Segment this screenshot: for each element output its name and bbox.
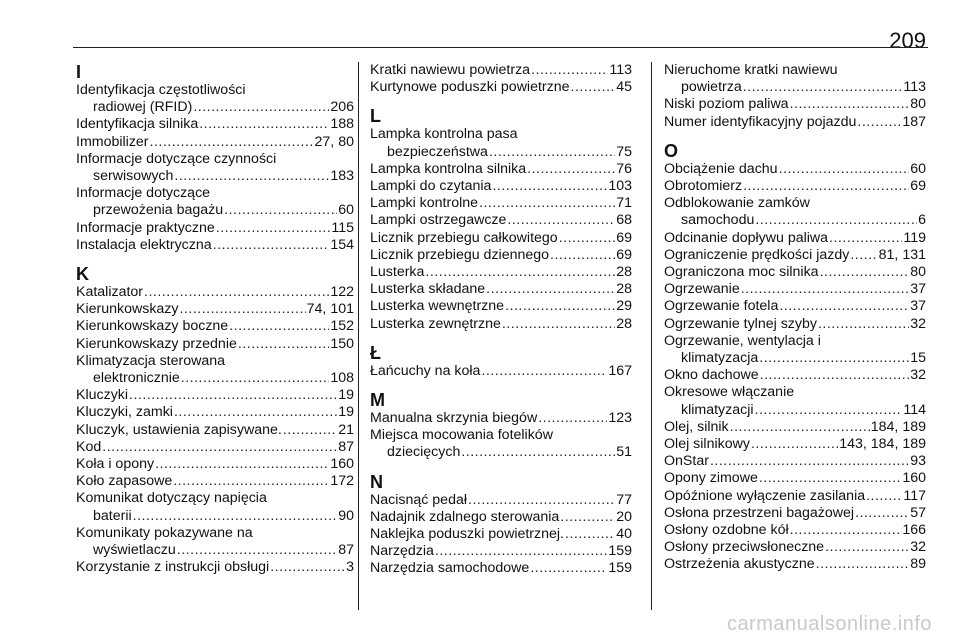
index-entry [76,284,354,301]
entry-page: 57 [910,504,926,521]
leader-dots [502,316,615,333]
entry-page: 184, 189 [870,418,926,435]
entry-page: 143, 184, 189 [839,436,926,453]
leader-dots [199,116,329,133]
column-separator-2 [651,62,652,610]
entry-text: Narzędzia [370,543,434,560]
entry-first-line: Okresowe włączanie [664,384,795,401]
index-entry [664,453,926,470]
entry-first-line: Komunikat dotyczący napięcia [76,490,267,507]
index-entry [370,126,632,160]
index-entry [664,522,926,539]
leader-dots [155,456,329,473]
index-entry [664,384,926,418]
index-entry [370,264,632,281]
entry-page: 183 [330,168,354,185]
leader-dots [755,402,903,419]
entry-page: 21 [338,421,354,438]
leader-dots [173,473,329,490]
entry-text: Licznik przebiegu całkowitego [370,229,558,246]
entry-page: 6 [918,212,926,229]
leader-dots [730,419,870,436]
entry-text: Manualna skrzynia biegów [370,410,538,427]
entry-text: Informacje praktyczne [76,219,215,236]
leader-dots [224,202,337,219]
leader-dots [759,470,901,487]
page-number: 209 [889,28,926,53]
entry-text: Kurtynowe poduszki powietrzne [370,79,570,96]
entry-text: Kluczyki [76,387,129,404]
index-entry [76,387,354,404]
entry-text: Ostrzeżenia akustyczne [664,556,815,573]
index-entry [76,559,354,576]
index-entry [76,185,354,219]
leader-dots [751,436,838,453]
entry-page: 154 [330,236,354,253]
entry-page: 28 [616,264,632,281]
section-letter: O [664,140,679,161]
leader-dots [755,212,917,229]
entry-page: 188 [330,116,354,133]
leader-dots [481,363,607,380]
entry-page: 117 [903,487,926,504]
entry-text: Instalacja elektryczna [76,236,212,253]
column-separator-1 [358,62,359,610]
index-entry [664,470,926,487]
entry-text: Osłona przestrzeni bagażowej [664,504,855,521]
index-entry [664,230,926,247]
leader-dots [181,370,330,387]
leader-dots [425,264,615,281]
entry-page: 115 [331,219,354,236]
entry-page: 87 [338,542,354,559]
entry-page: 90 [338,507,354,524]
entry-page: 68 [616,212,632,229]
index-entry [76,237,354,254]
index-entry [664,114,926,131]
leader-dots [538,410,607,427]
leader-dots [850,247,877,264]
entry-text: Lusterka [370,264,425,281]
index-entry [76,525,354,559]
entry-page: 19 [338,404,354,421]
entry-text: radiowej (RFID) [93,99,193,116]
entry-page: 75 [616,143,632,160]
leader-dots [461,444,615,461]
entry-text: Ogrzewanie tylnej szyby [664,315,817,332]
entry-first-line: Ogrzewanie, wentylacja i [664,332,821,349]
entry-text: OnStar [664,453,709,470]
entry-text: Koła i opony [76,456,155,473]
leader-dots [193,99,329,116]
entry-text: Ogrzewanie [664,281,740,298]
index-entry [370,509,632,526]
index-entry [370,230,632,247]
entry-text: elektronicznie [93,370,180,387]
leader-dots [779,298,909,315]
entry-first-line: Lampka kontrolna pasa [370,126,518,143]
entry-page: 80 [910,264,926,281]
entry-page: 37 [910,298,926,315]
index-entry [76,473,354,490]
section-letter: I [76,62,82,82]
leader-dots [133,508,338,525]
header-rule [73,47,928,48]
leader-dots [270,559,345,576]
entry-page: 160 [330,456,354,473]
entry-text: Narzędzia samochodowe [370,560,530,577]
index-entry [76,439,354,456]
entry-text: Immobilizer [76,133,149,150]
entry-text: Niski poziom paliwa [664,96,789,113]
entry-text: Kluczyk, ustawienia zapisywane. [76,421,282,438]
entry-text: Olej silnikowy [664,436,750,453]
entry-text: Opóźnione wyłączenie zasilania [664,487,866,504]
index-entry [664,316,926,333]
leader-dots [283,422,337,439]
leader-dots [560,509,615,526]
entry-text: Lampki ostrzegawcze [370,212,507,229]
index-entry [664,96,926,113]
index-entry [370,161,632,178]
leader-dots [435,543,607,560]
entry-text: Osłony przeciwsłoneczne [664,539,825,556]
index-entry [76,82,354,116]
entry-first-line: Identyfikacja częstotliwości [76,82,246,98]
index-entry [370,492,632,509]
leader-dots [527,161,615,178]
entry-page: 89 [910,556,926,573]
entry-first-line: Odblokowanie zamków [664,195,810,212]
entry-page: 122 [330,284,354,301]
entry-text: Lusterka wewnętrzne [370,298,505,315]
leader-dots [816,556,910,573]
entry-text: serwisowych [93,168,174,185]
index-entry [664,488,926,505]
entry-page: 37 [910,281,926,298]
entry-text: Koło zapasowe [76,473,173,490]
entry-page: 113 [903,79,926,96]
index-entry [664,281,926,298]
section-letter: M [370,390,385,411]
index-entry [370,427,632,461]
entry-text: Kierunkowskazy boczne [76,318,229,335]
section-letter: N [370,471,383,492]
leader-dots [180,301,306,318]
entry-first-line: Miejsca mocowania fotelików [370,427,553,444]
leader-dots [229,318,329,335]
entry-text: Kierunkowskazy [76,301,179,318]
entry-text: Nacisnąć pedał [370,491,468,508]
entry-page: 166 [902,522,926,539]
entry-page: 29 [616,298,632,315]
entry-first-line: Komunikaty pokazywane na [76,524,253,541]
entry-text: Kierunkowskazy przednie [76,335,237,352]
section-letter: Ł [370,342,381,363]
entry-page: 15 [910,350,926,367]
leader-dots [550,247,615,264]
leader-dots [820,264,910,281]
entry-page: 150 [330,335,354,352]
entry-text: bezpieczeństwa [387,143,488,160]
entry-page: 32 [910,367,926,384]
entry-text: klimatyzacja [681,350,759,367]
index-column-1 [76,62,354,576]
index-entry [664,436,926,453]
index-entry [76,336,354,353]
leader-dots [818,316,909,333]
entry-text: wyświetlaczu [93,542,176,559]
index-entry [370,363,632,380]
index-entry [370,560,632,577]
watermark: carmanualsonline.info [726,613,932,635]
index-entry [370,526,632,543]
entry-text: Kod [76,438,102,455]
leader-dots [174,168,329,185]
entry-text: Osłony ozdobne kół [664,522,789,539]
entry-first-line: Informacje dotyczące czynności [76,150,277,167]
index-entry [76,151,354,185]
leader-dots [857,114,901,131]
leader-dots [710,453,909,470]
leader-dots [571,79,616,96]
index-entry [370,212,632,229]
entry-text: Licznik przebiegu dziennego [370,246,550,263]
index-entry [370,298,632,315]
entry-text: przewożenia bagażu [93,202,224,219]
leader-dots [216,220,331,237]
entry-text: Nadajnik zdalnego sterowania [370,508,560,525]
entry-first-line: Nieruchome kratki nawiewu [664,62,838,78]
entry-text: samochodu [681,212,755,229]
index-entry [76,456,354,473]
entry-page: 74, 101 [306,301,354,318]
entry-page: 40 [616,526,632,543]
leader-dots [829,230,902,247]
index-entry [664,62,926,96]
index-entry [664,178,926,195]
leader-dots [102,439,337,456]
entry-page: 69 [616,246,632,263]
leader-dots [144,284,329,301]
entry-page: 3 [346,559,354,576]
entry-page: 93 [910,453,926,470]
entry-first-line: Klimatyzacja sterowana [76,352,226,369]
index-entry [370,62,632,79]
entry-text: Odcinanie dopływu paliwa [664,229,829,246]
entry-page: 27, 80 [314,133,354,150]
entry-text: Ograniczona moc silnika [664,264,819,281]
index-entry [370,79,632,96]
entry-page: 114 [903,401,926,418]
leader-dots [866,488,902,505]
entry-page: 77 [616,491,632,508]
index-entry [76,404,354,421]
leader-dots [507,212,615,229]
entry-page: 119 [903,229,926,246]
entry-page: 32 [910,539,926,556]
index-entry [76,422,354,439]
leader-dots [530,560,607,577]
entry-text: Okno dachowe [664,367,759,384]
index-column-3 [664,62,926,574]
entry-text: Ograniczenie prędkości jazdy [664,246,850,263]
leader-dots [174,404,337,421]
leader-dots [213,237,330,254]
entry-page: 28 [616,281,632,298]
index-entry [664,539,926,556]
leader-dots [468,492,615,509]
entry-page: 87 [338,438,354,455]
entry-text: klimatyzacji [681,401,754,418]
leader-dots [790,522,902,539]
leader-dots [855,505,909,522]
entry-page: 76 [616,160,632,177]
entry-text: powietrza [681,79,742,96]
leader-dots [531,62,608,79]
leader-dots [790,96,910,113]
index-entry [664,264,926,281]
leader-dots [238,336,329,353]
entry-text: Kratki nawiewu powietrza [370,62,531,78]
index-entry [76,353,354,387]
entry-page: 60 [910,160,926,177]
entry-page: 172 [330,473,354,490]
entry-text: Opony zimowe [664,470,758,487]
leader-dots [505,298,615,315]
section-letter: L [370,106,381,127]
index-entry [76,318,354,335]
leader-dots [479,195,615,212]
entry-page: 160 [902,470,926,487]
leader-dots [150,134,314,151]
entry-page: 81, 131 [878,246,926,263]
index-entry [370,543,632,560]
entry-first-line: Informacje dotyczące [76,185,211,202]
index-entry [664,161,926,178]
entry-text: Olej, silnik [664,418,729,435]
entry-text: Lampka kontrolna silnika [370,160,527,177]
entry-page: 152 [330,318,354,335]
entry-text: Kluczyki, zamki [76,404,173,421]
index-entry [370,178,632,195]
section-letter: K [76,264,89,285]
index-entry [664,195,926,229]
index-entry [76,490,354,524]
entry-page: 159 [608,543,632,560]
index-entry [370,195,632,212]
index-entry [664,333,926,367]
entry-text: Numer identyfikacyjny pojazdu [664,113,857,130]
entry-page: 123 [608,410,632,427]
entry-page: 187 [902,113,926,130]
leader-dots [825,539,909,556]
index-entry [370,316,632,333]
leader-dots [559,230,616,247]
index-entry [664,298,926,315]
index-column-2 [370,62,632,578]
entry-text: Łańcuchy na koła [370,362,481,379]
leader-dots [177,542,337,559]
leader-dots [779,161,910,178]
entry-page: 80 [910,96,926,113]
entry-text: Katalizator [76,284,144,301]
leader-dots [743,178,909,195]
entry-text: Obciążenie dachu [664,160,778,177]
index-entry [370,410,632,427]
entry-text: Lampki kontrolne [370,195,479,212]
index-entry [76,134,354,151]
index-entry [664,556,926,573]
leader-dots [492,178,607,195]
entry-text: Lampki do czytania [370,178,492,195]
entry-text: Lusterka zewnętrzne [370,315,501,332]
leader-dots [760,367,910,384]
entry-page: 159 [608,560,632,577]
entry-page: 19 [338,387,354,404]
entry-text: Lusterka składane [370,281,486,298]
entry-text: Obrotomierz [664,178,743,195]
entry-text: dziecięcych [387,444,461,461]
entry-page: 103 [608,178,632,195]
entry-text: baterii [93,507,132,524]
entry-page: 206 [330,99,354,116]
leader-dots [129,387,337,404]
entry-page: 113 [609,62,632,78]
entry-page: 69 [910,178,926,195]
entry-text: Naklejka poduszki powietrznej. [370,526,564,543]
leader-dots [489,144,615,161]
index-entry [664,505,926,522]
entry-page: 20 [616,508,632,525]
leader-dots [486,281,615,298]
entry-page: 45 [616,79,632,96]
entry-page: 32 [910,315,926,332]
leader-dots [565,526,615,543]
entry-page: 60 [338,202,354,219]
index-entry [664,419,926,436]
entry-text: Identyfikacja silnika [76,116,199,133]
entry-text: Korzystanie z instrukcji obsługi [76,559,270,576]
entry-page: 28 [616,315,632,332]
leader-dots [741,281,910,298]
index-entry [76,116,354,133]
entry-page: 108 [330,370,354,387]
index-entry [370,247,632,264]
leader-dots [759,350,909,367]
leader-dots [743,79,903,96]
index-entry [664,247,926,264]
index-entry [664,367,926,384]
index-entry [370,281,632,298]
index-entry [76,220,354,237]
entry-page: 71 [616,195,632,212]
entry-page: 69 [616,229,632,246]
entry-page: 51 [616,444,632,461]
index-entry [76,301,354,318]
entry-page: 167 [608,362,632,379]
entry-text: Ogrzewanie fotela [664,298,779,315]
